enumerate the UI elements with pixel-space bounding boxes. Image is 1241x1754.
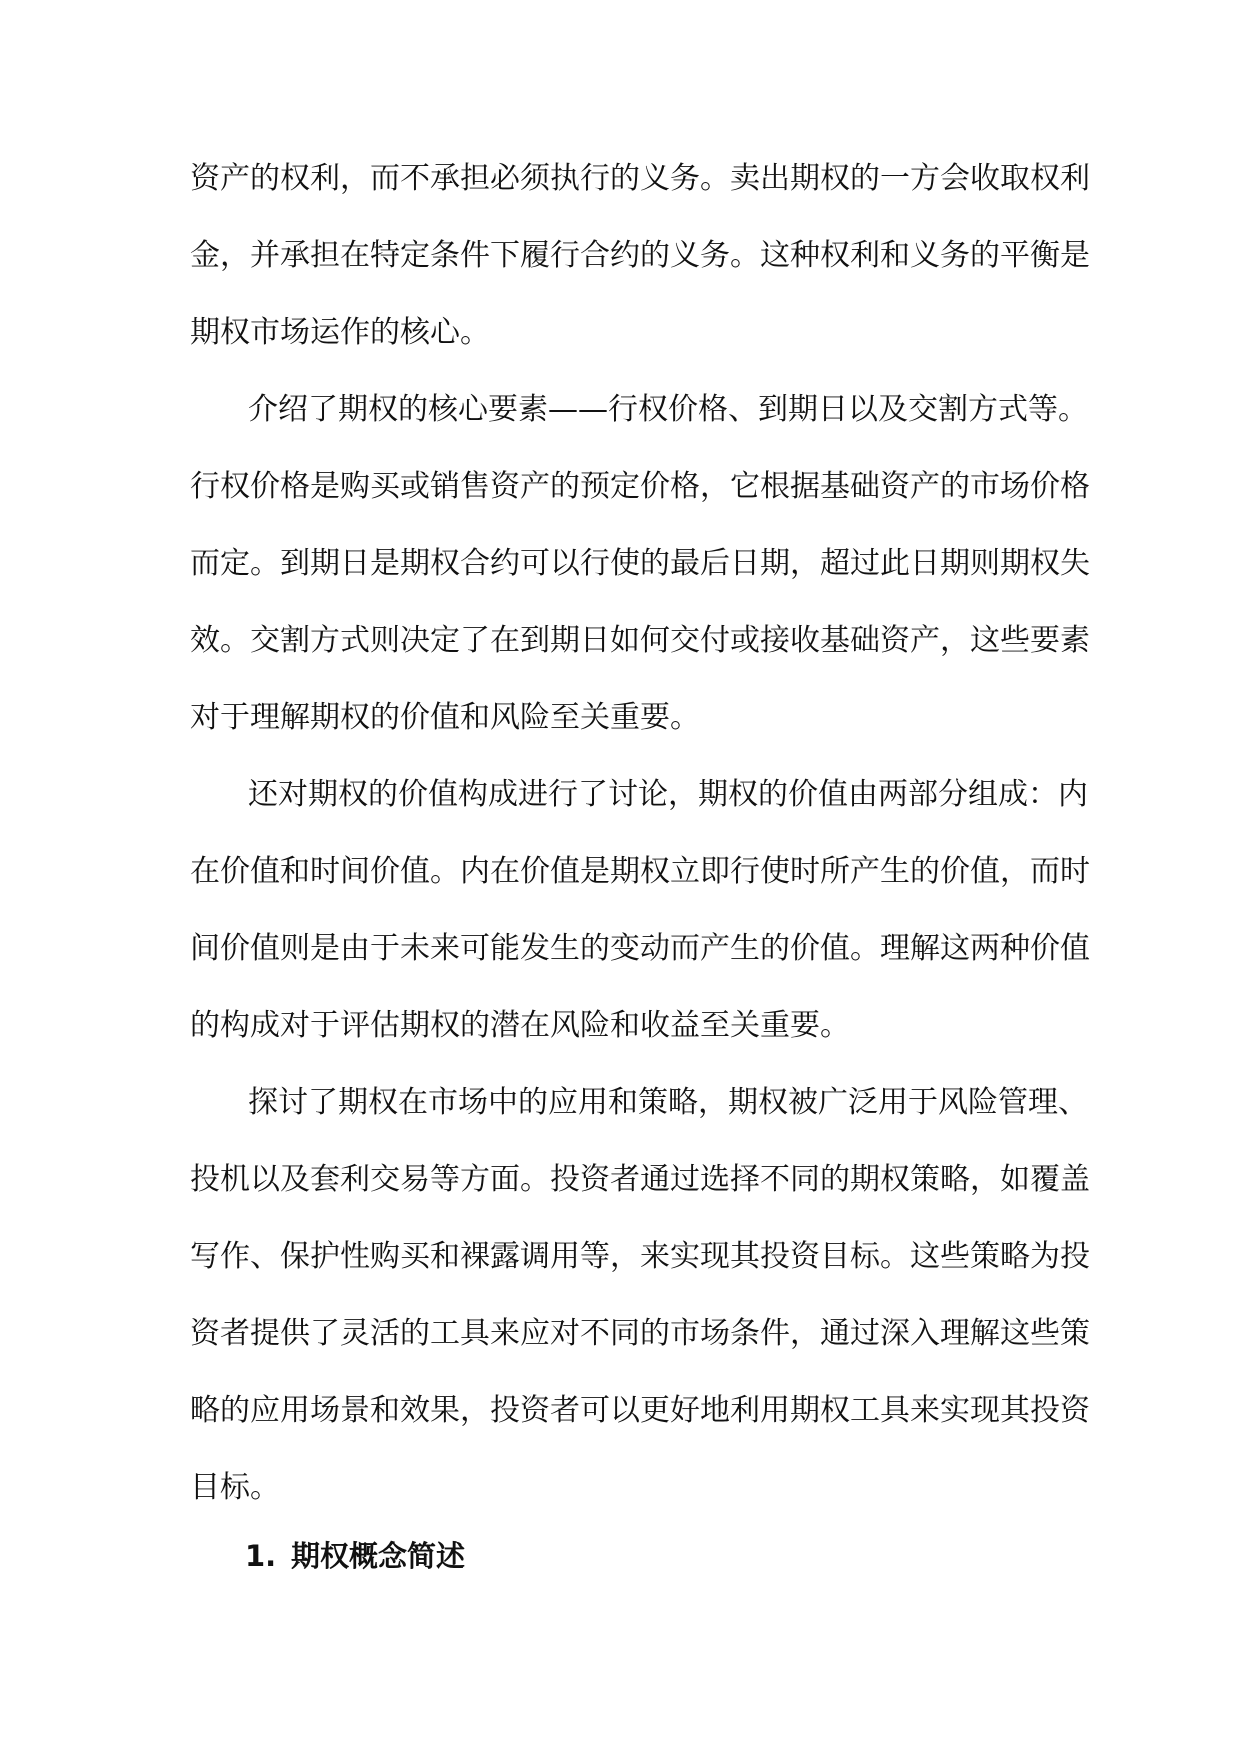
paragraph-rights-obligations bbox=[190, 140, 1090, 371]
text-line: 行权价格是购买或销售资产的预定价格，它根据基础资产的市场价格 bbox=[190, 469, 1090, 504]
text-line: 金，并承担在特定条件下履行合约的义务。这种权利和义务的平衡是 bbox=[190, 238, 1090, 273]
text-line: 而定。到期日是期权合约可以行使的最后日期，超过此日期则期权失 bbox=[190, 546, 1090, 581]
text-line: 对于理解期权的价值和风险至关重要。 bbox=[190, 700, 700, 735]
text-line: 的构成对于评估期权的潜在风险和收益至关重要。 bbox=[190, 1008, 850, 1043]
text-line: 在价值和时间价值。内在价值是期权立即行使时所产生的价值，而时 bbox=[190, 854, 1090, 889]
text-line: 略的应用场景和效果，投资者可以更好地利用期权工具来实现其投资 bbox=[190, 1393, 1090, 1428]
text-line: 探讨了期权在市场中的应用和策略，期权被广泛用于风险管理、 bbox=[248, 1085, 1088, 1120]
section-title: 期权概念简述 bbox=[291, 1539, 466, 1573]
text-line: 投机以及套利交易等方面。投资者通过选择不同的期权策略，如覆盖 bbox=[190, 1162, 1090, 1197]
text-line: 资产的权利，而不承担必须执行的义务。卖出期权的一方会收取权利 bbox=[190, 161, 1090, 196]
text-line: 资者提供了灵活的工具来应对不同的市场条件，通过深入理解这些策 bbox=[190, 1316, 1090, 1351]
paragraph-applications-strategies bbox=[190, 1064, 1090, 1526]
section-number: 1. bbox=[245, 1539, 277, 1573]
paragraph-core-elements bbox=[190, 371, 1090, 756]
text-line: 效。交割方式则决定了在到期日如何交付或接收基础资产，这些要素 bbox=[190, 623, 1090, 658]
body-text bbox=[190, 140, 1090, 1526]
text-line: 期权市场运作的核心。 bbox=[190, 315, 490, 350]
paragraph-value-composition bbox=[190, 756, 1090, 1064]
text-line: 还对期权的价值构成进行了讨论，期权的价值由两部分组成：内 bbox=[248, 777, 1088, 812]
text-line: 写作、保护性购买和裸露调用等，来实现其投资目标。这些策略为投 bbox=[190, 1239, 1090, 1274]
section-heading bbox=[245, 1534, 465, 1575]
text-line: 间价值则是由于未来可能发生的变动而产生的价值。理解这两种价值 bbox=[190, 931, 1090, 966]
text-line: 目标。 bbox=[190, 1470, 280, 1505]
text-line: 介绍了期权的核心要素——行权价格、到期日以及交割方式等。 bbox=[248, 392, 1088, 427]
